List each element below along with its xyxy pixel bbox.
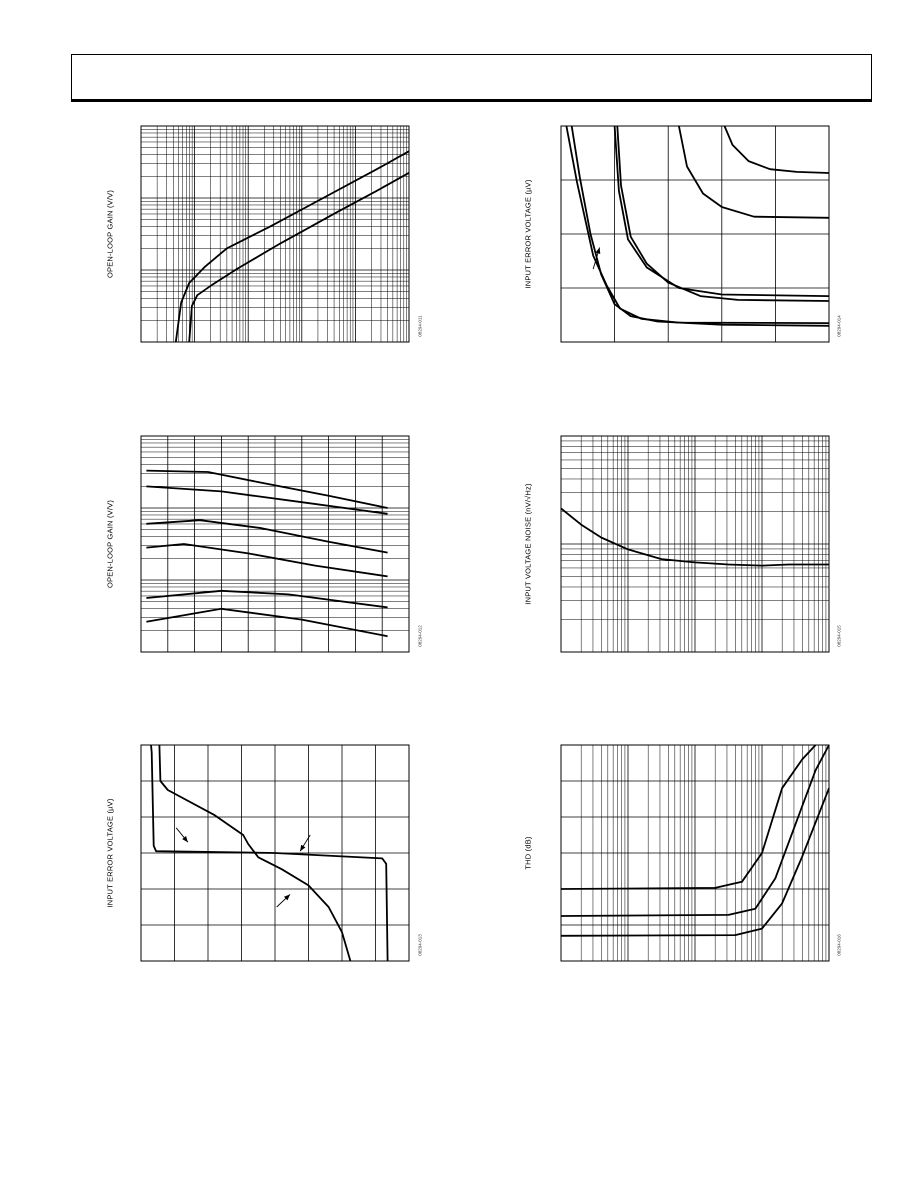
page-header-frame	[71, 54, 872, 102]
series-line-6	[146, 609, 387, 636]
series-line-2	[566, 126, 829, 323]
fig13-plot	[141, 745, 409, 961]
series-line-5	[146, 591, 387, 608]
series-line-4	[146, 544, 387, 576]
grid	[561, 436, 829, 652]
annotation-arrow	[277, 894, 290, 907]
fig15-plot	[561, 436, 829, 652]
grid	[141, 126, 409, 342]
annotation-arrow	[176, 828, 188, 842]
fig11-plot	[141, 126, 409, 342]
grid	[561, 126, 829, 342]
fig14-plot	[561, 126, 829, 342]
series-line-6	[725, 126, 830, 173]
series-line-3	[146, 520, 387, 552]
fig16-plot	[561, 745, 829, 961]
plot-frame	[141, 126, 409, 342]
series-line-3	[617, 126, 829, 301]
fig12-plot	[141, 436, 409, 652]
